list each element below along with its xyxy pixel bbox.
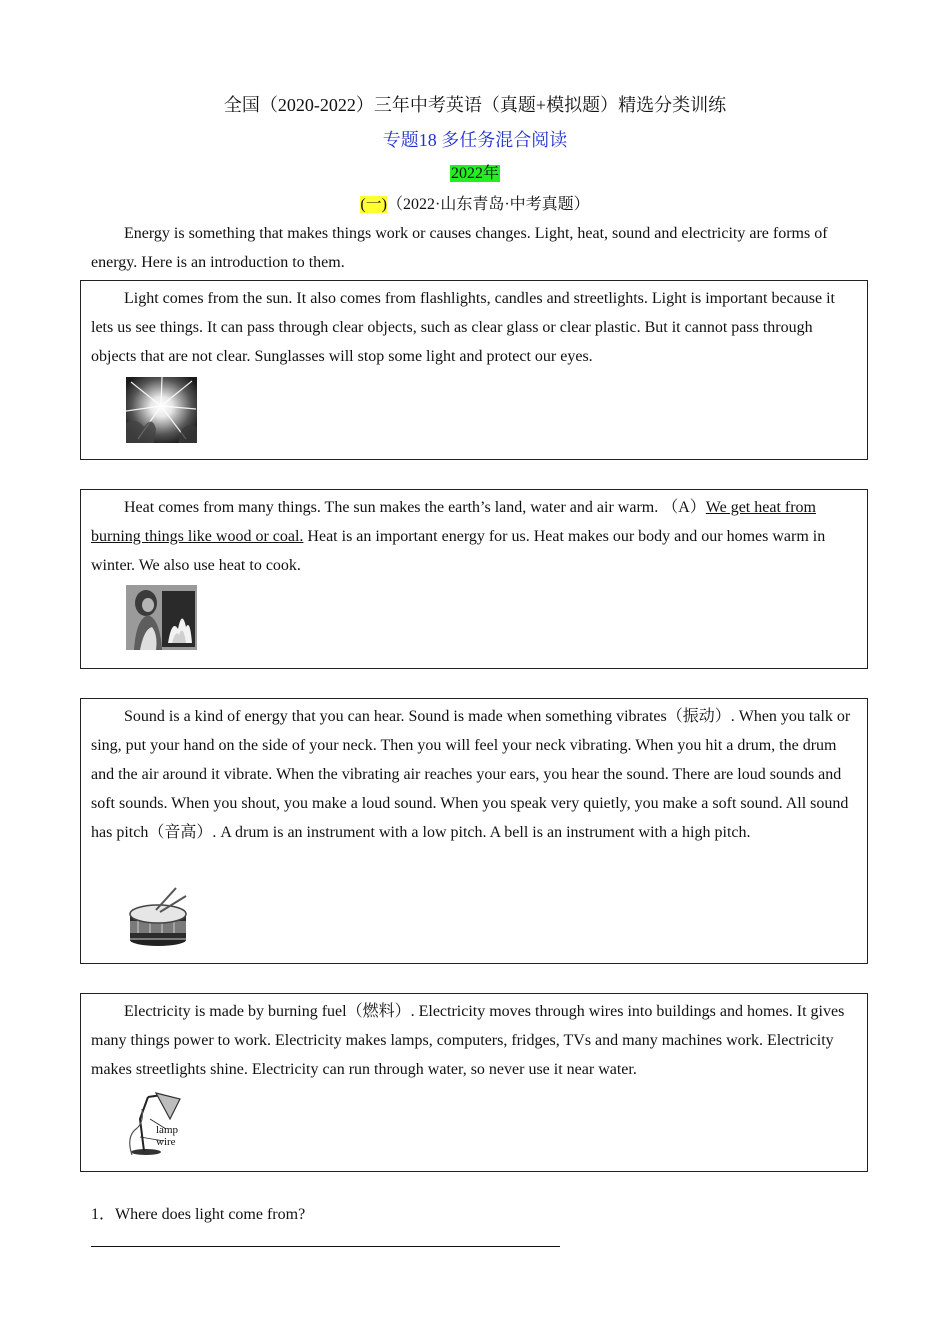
intro-paragraph: Energy is something that makes things work or causes changes. Light, heat, sound and electricity are forms of energy. Here is an introduction to them. [91, 225, 828, 271]
source-line [0, 191, 950, 214]
heat-paragraph [81, 490, 867, 580]
heat-box [80, 489, 868, 669]
document-title: 全国（2020-2022）三年中考英语（真题+模拟题）精选分类训练 [223, 95, 727, 115]
section-number: (一) [360, 196, 387, 213]
light-paragraph: Light comes from the sun. It also comes from flashlights, candles and streetlights. Light is important because it lets us see things. It can pass through clear objects, such as clear glass or clear plastic. But it cannot pass through objects that are not clear. Sunglasses will stop some light and protect our eyes. [91, 290, 835, 365]
underlined-sentence-a: We get heat from burning things like wood or coal. [91, 499, 816, 545]
answer-line[interactable] [91, 1246, 560, 1247]
question-text: Where does light come from? [115, 1206, 306, 1223]
lamp-icon [126, 1089, 196, 1162]
year-heading [0, 160, 950, 183]
sound-paragraph: Sound is a kind of energy that you can hear. Sound is made when something vibrates（振动）. When you talk or sing, put your hand on the side of your neck. Then you will feel your neck vibrating. When you hit a drum, the drum and the air around it vibrate. When the vibrating air reaches your ears, you hear the sound. There are loud sounds and soft sounds. When you shout, you make a loud sound. When you speak very quietly, you make a soft sound. All sound has pitch（音高）. A drum is an instrument with a low pitch. A bell is an instrument with a high pitch. [91, 708, 851, 841]
marker-a: （A） [662, 499, 706, 516]
question-1 [91, 1201, 305, 1224]
topic-subtitle: 专题18 多任务混合阅读 [382, 130, 568, 150]
wire-label: wire [156, 1136, 176, 1148]
drum-icon [126, 886, 190, 953]
electricity-paragraph: Electricity is made by burning fuel（燃料）. Electricity moves through wires into buildings and homes. It gives many things power to work. Electricity makes lamps, computers, fridges, TVs and many machines work. Electricity makes streetlights shine. Electricity can run through water, so never use it near water. [91, 1003, 845, 1078]
sound-box [80, 698, 868, 964]
source-text: （2022·山东青岛·中考真题） [387, 196, 590, 213]
year-label: 2022年 [450, 165, 499, 182]
sun-light-icon [126, 377, 197, 448]
fireplace-icon [126, 585, 197, 655]
question-number: 1． [91, 1206, 116, 1223]
heat-text-before: Heat comes from many things. The sun makes the earth’s land, water and air warm. [124, 499, 659, 516]
light-box [80, 280, 868, 460]
electricity-box [80, 993, 868, 1172]
lamp-label: lamp [156, 1124, 178, 1136]
heat-text-after: Heat is an important energy for us. Heat makes our body and our homes warm in winter. We also use heat to cook. [91, 528, 826, 574]
